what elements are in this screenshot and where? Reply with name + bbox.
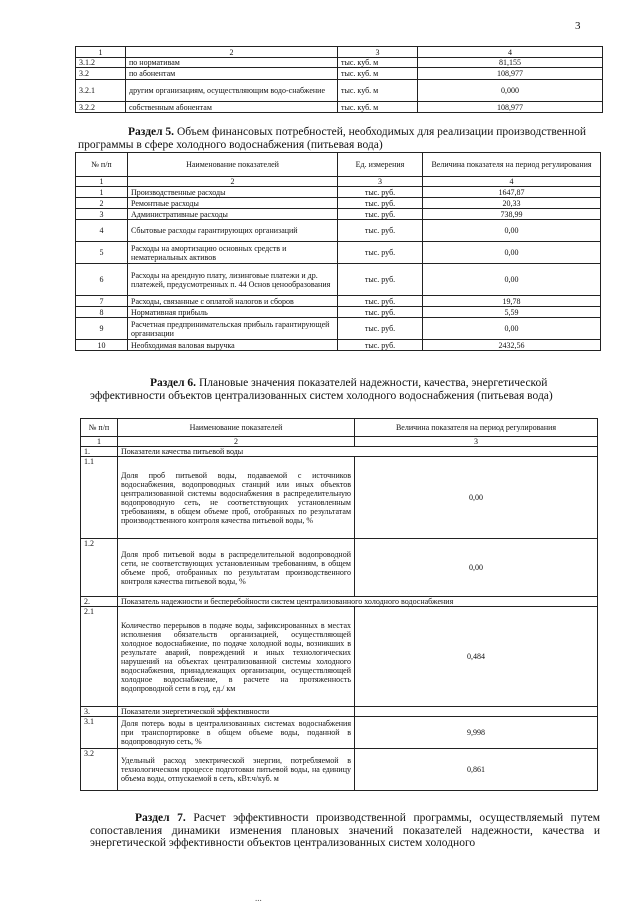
row-number: 1 <box>76 187 128 198</box>
table-row <box>76 209 601 220</box>
table-row <box>76 242 601 264</box>
col-num: 4 <box>423 177 601 187</box>
col-num: 1 <box>76 47 126 58</box>
row-name: Расходы, связанные с оплатой налогов и сборов <box>128 296 338 307</box>
row-number: 3.1 <box>81 717 118 749</box>
row-name: другим организациям, осуществляющим водо-снабжение <box>126 80 338 102</box>
row-unit: тыс. руб. <box>338 264 423 296</box>
row-number: 3.1.2 <box>76 58 126 68</box>
header-cell: Величина показателя на период регулирования <box>423 153 601 177</box>
row-value: 0,00 <box>423 242 601 264</box>
section-5-label: Раздел 5. <box>128 126 175 138</box>
table-row <box>76 340 601 351</box>
row-unit: тыс. руб. <box>338 242 423 264</box>
row-value: 108,977 <box>418 68 603 80</box>
row-name: Показатель надежности и бесперебойности систем централизованного холодного водоснабжения <box>118 597 598 607</box>
row-name: собственным абонентам <box>126 102 338 113</box>
row-name: по нормативам <box>126 58 338 68</box>
row-number: 1.2 <box>81 539 118 597</box>
table-row <box>76 264 601 296</box>
row-value: 81,155 <box>418 58 603 68</box>
table-row <box>76 220 601 242</box>
section-5-title <box>78 126 598 151</box>
row-number: 1. <box>81 447 118 457</box>
col-num: 3 <box>338 177 423 187</box>
section-7-title <box>90 812 600 850</box>
header-cell: Ед. измерения <box>338 153 423 177</box>
row-name: Количество перерывов в подаче воды, зафиксированных в местах исполнения обязательств организацией, осуществляющей холодное водоснабжение, по подаче холодной воды, возникших в результате аварий, повреждений и иных технологических нарушений на объектах централизованной системы холодного водоснабжения, принадлежащих организации, осуществляющей холодное водоснабжение, в расчете на протяженность водопроводной сети в год, ед./ км <box>118 607 355 707</box>
row-value: 2432,56 <box>423 340 601 351</box>
table-row <box>81 539 598 597</box>
row-number: 8 <box>76 307 128 318</box>
table-row <box>76 198 601 209</box>
section-5-text: Объем финансовых потребностей, необходимых для реализации производственной программы в сфере холодного водоснабжения (питьевая вода) <box>78 126 587 151</box>
volume-table <box>75 46 603 113</box>
row-unit: тыс. руб. <box>338 187 423 198</box>
row-unit: тыс. руб. <box>338 296 423 307</box>
row-value: 0,00 <box>423 264 601 296</box>
row-number: 3.2 <box>76 68 126 80</box>
col-num: 1 <box>76 177 128 187</box>
row-number: 7 <box>76 296 128 307</box>
col-num: 3 <box>338 47 418 58</box>
row-name: Расходы на арендную плату, лизинговые платежи и др. платежей, предусмотренных п. 44 Основ ценообразования <box>128 264 338 296</box>
table-group-row <box>81 707 598 717</box>
table-row <box>76 68 603 80</box>
row-number: 10 <box>76 340 128 351</box>
row-value: 20,33 <box>423 198 601 209</box>
table-header-row <box>76 47 603 58</box>
row-value: 0,00 <box>355 539 598 597</box>
table-row <box>76 307 601 318</box>
row-name: Необходимая валовая выручка <box>128 340 338 351</box>
page-number: 3 <box>575 20 581 32</box>
row-number: 9 <box>76 318 128 340</box>
row-name: Ремонтные расходы <box>128 198 338 209</box>
row-name: Расчетная предпринимательская прибыль гарантирующей организации <box>128 318 338 340</box>
row-value: 0,00 <box>423 318 601 340</box>
row-value: 0,00 <box>355 457 598 539</box>
row-unit: тыс. руб. <box>338 318 423 340</box>
row-name: Показатели энергетической эффективности <box>118 707 355 717</box>
header-cell: № п/п <box>76 153 128 177</box>
row-name: по абонентам <box>126 68 338 80</box>
row-name: Нормативная прибыль <box>128 307 338 318</box>
row-value: 19,78 <box>423 296 601 307</box>
row-name: Административные расходы <box>128 209 338 220</box>
row-number: 6 <box>76 264 128 296</box>
row-number: 1.1 <box>81 457 118 539</box>
row-value: 5,59 <box>423 307 601 318</box>
row-unit: тыс. куб. м <box>338 58 418 68</box>
table-header-row <box>76 153 601 177</box>
section-7-text: Расчет эффективности производственной программы, осуществляемый путем сопоставления динамики изменения плановых значений показателей надежности, качества и энергетической эффективности объектов централизованных систем холодного <box>90 812 600 849</box>
row-value: 9,998 <box>355 717 598 749</box>
row-value: 1647,87 <box>423 187 601 198</box>
reliability-table <box>80 418 598 791</box>
header-cell: Наименование показателей <box>118 419 355 437</box>
row-name: Доля проб питьевой воды, подаваемой с источников водоснабжения, водопроводных станций или иных объектов централизованной системы водоснабжения в распределительную водопроводную сеть, не соответствующих установленным требованиям, в общем объеме проб, отобранных по результатам производственного контроля качества питьевой воды, % <box>118 457 355 539</box>
section-7-label: Раздел 7. <box>135 812 186 824</box>
header-cell: Величина показателя на период регулирования <box>355 419 598 437</box>
col-num: 1 <box>81 437 118 447</box>
row-value: 738,99 <box>423 209 601 220</box>
table-row <box>81 717 598 749</box>
table-group-row <box>81 447 598 457</box>
table-row <box>76 296 601 307</box>
row-name: Производственные расходы <box>128 187 338 198</box>
row-value: 0,484 <box>355 607 598 707</box>
row-number: 4 <box>76 220 128 242</box>
header-cell: № п/п <box>81 419 118 437</box>
row-number: 5 <box>76 242 128 264</box>
table-colnum-row <box>81 437 598 447</box>
row-name: Удельный расход электрической энергии, потребляемой в технологическом процессе подготовки питьевой воды, на единицу объема воды, отпускаемой в сеть, кВт.ч/куб. м <box>118 749 355 791</box>
row-number: 2.1 <box>81 607 118 707</box>
row-unit: тыс. руб. <box>338 307 423 318</box>
row-name: Доля потерь воды в централизованных системах водоснабжения при транспортировке в общем объеме воды, поданной в водопроводную сеть, % <box>118 717 355 749</box>
col-num: 3 <box>355 437 598 447</box>
table-row <box>81 457 598 539</box>
table-row <box>76 102 603 113</box>
bottom-mark: ... <box>255 893 262 903</box>
row-unit: тыс. куб. м <box>338 102 418 113</box>
row-value <box>355 707 598 717</box>
row-value: 0,861 <box>355 749 598 791</box>
row-unit: тыс. руб. <box>338 340 423 351</box>
row-number: 3. <box>81 707 118 717</box>
row-value: 108,977 <box>418 102 603 113</box>
header-cell: Наименование показателей <box>128 153 338 177</box>
row-value: 0,00 <box>423 220 601 242</box>
table-group-row <box>81 597 598 607</box>
table-header-row <box>81 419 598 437</box>
table-row <box>76 80 603 102</box>
table-row <box>76 58 603 68</box>
row-name: Расходы на амортизацию основных средств и нематериальных активов <box>128 242 338 264</box>
row-number: 2. <box>81 597 118 607</box>
row-name: Показатели качества питьевой воды <box>118 447 598 457</box>
row-unit: тыс. руб. <box>338 198 423 209</box>
row-number: 3.2.2 <box>76 102 126 113</box>
table-row <box>76 318 601 340</box>
table-colnum-row <box>76 177 601 187</box>
row-unit: тыс. руб. <box>338 220 423 242</box>
row-number: 2 <box>76 198 128 209</box>
row-name: Доля проб питьевой воды в распределительной водопроводной сети, не соответствующих установленным требованиям, в общем объеме проб, отобранных по результатам производственного контроля качества питьевой воды, % <box>118 539 355 597</box>
section-6-title <box>90 377 600 402</box>
col-num: 2 <box>128 177 338 187</box>
row-number: 3 <box>76 209 128 220</box>
row-name: Сбытовые расходы гарантирующих организаций <box>128 220 338 242</box>
row-number: 3.2.1 <box>76 80 126 102</box>
row-number: 3.2 <box>81 749 118 791</box>
financial-needs-table <box>75 152 601 351</box>
col-num: 2 <box>118 437 355 447</box>
section-6-label: Раздел 6. <box>150 377 197 389</box>
table-row <box>81 749 598 791</box>
row-unit: тыс. куб. м <box>338 80 418 102</box>
col-num: 2 <box>126 47 338 58</box>
col-num: 4 <box>418 47 603 58</box>
row-unit: тыс. руб. <box>338 209 423 220</box>
row-value: 0,000 <box>418 80 603 102</box>
section-6-text: Плановые значения показателей надежности, качества, энергетической эффективности объектов централизованных систем холодного водоснабжения (питьевая вода) <box>90 377 553 402</box>
table-row <box>76 187 601 198</box>
table-row <box>81 607 598 707</box>
row-unit: тыс. куб. м <box>338 68 418 80</box>
